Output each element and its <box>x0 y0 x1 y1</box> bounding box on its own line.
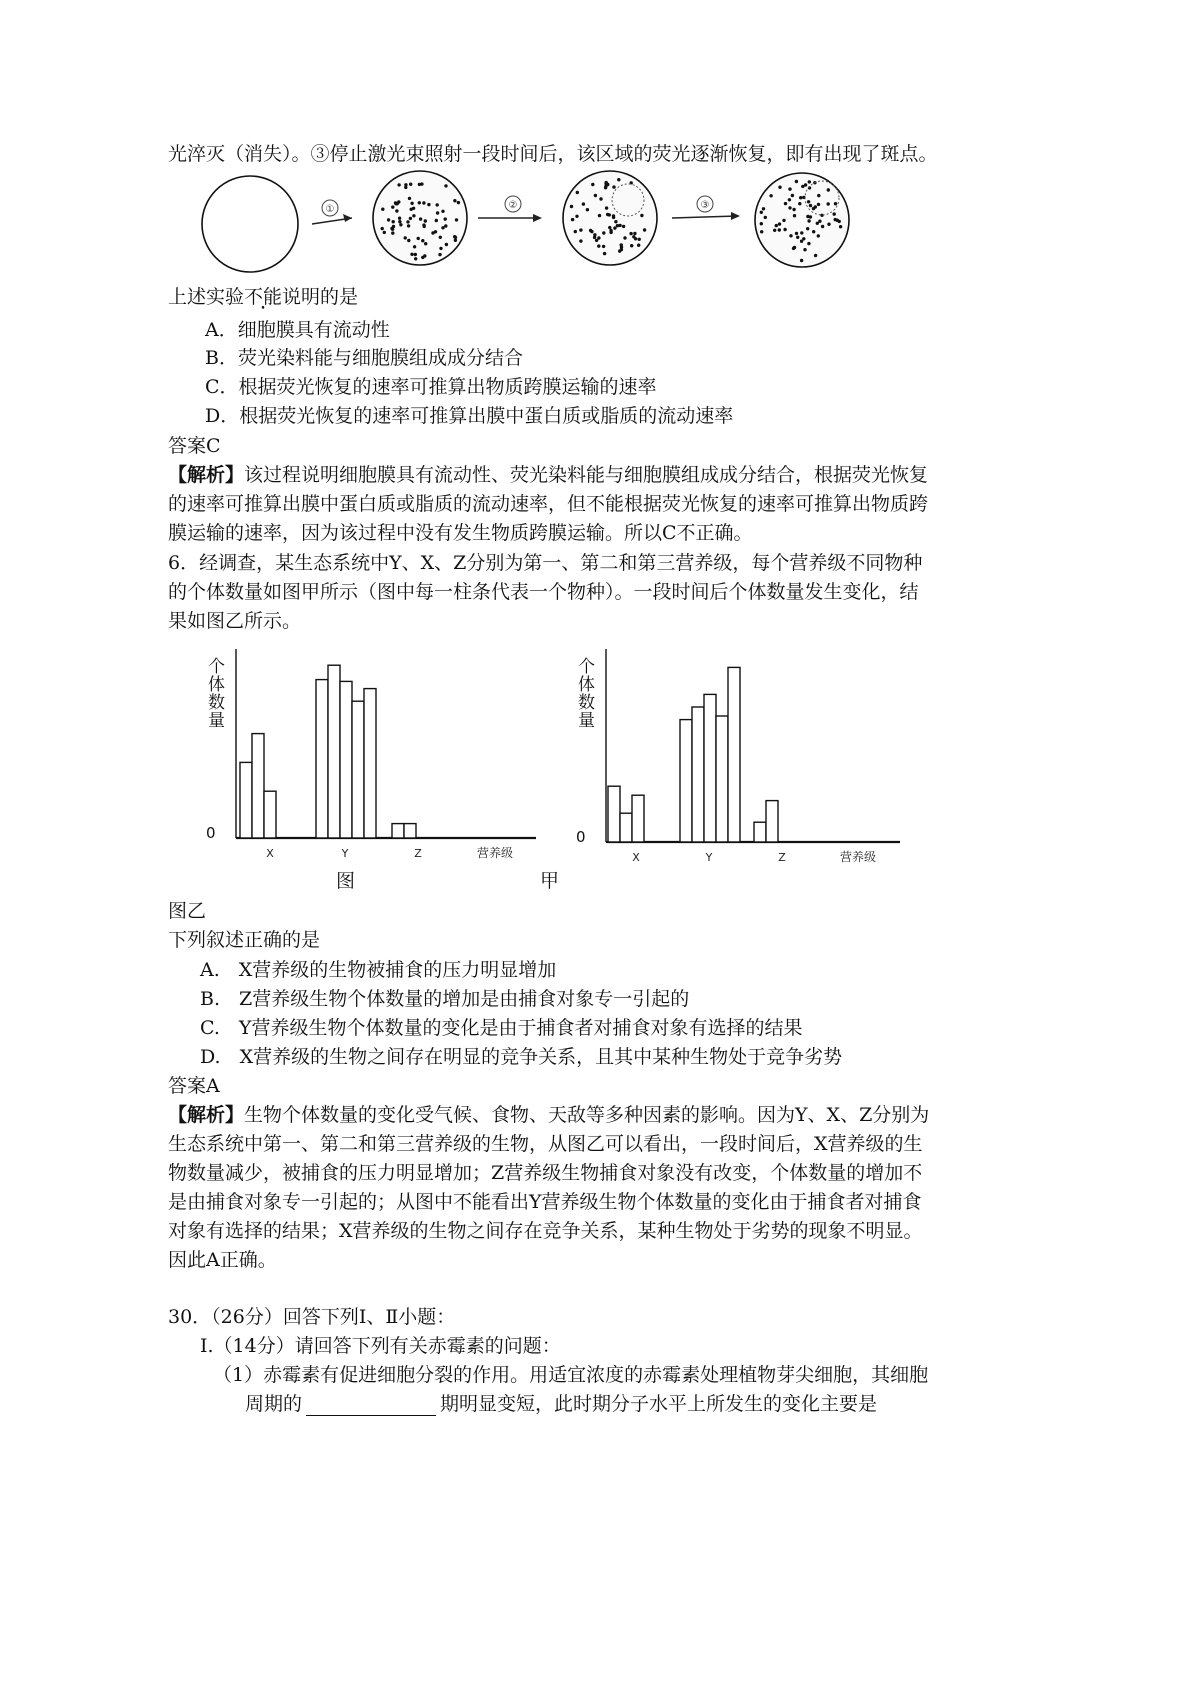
q30-stem: 30．（26分）回答下列Ⅰ、Ⅱ小题： <box>168 1306 456 1328</box>
q5-analysis-line-3: 膜运输的速率，因为该过程中没有发生物质跨膜运输。所以C不正确。 <box>168 522 753 544</box>
fluorescent-dot <box>423 254 426 257</box>
fluorescent-dot <box>613 226 616 229</box>
fluorescent-dot <box>634 237 637 240</box>
fluorescent-dot <box>608 226 611 229</box>
fluorescent-dot <box>424 219 427 222</box>
fluorescent-dot <box>571 218 574 221</box>
fluorescent-dot <box>407 224 410 227</box>
fluorescent-dot <box>814 205 817 208</box>
bar-Y-5 <box>364 689 376 838</box>
q6-answer: 答案A <box>168 1075 220 1097</box>
fluorescent-dot <box>594 194 597 197</box>
fluorescent-dot <box>397 183 400 186</box>
q5-option-c: C．根据荧光恢复的速率可推算出物质跨膜运输的速率 <box>205 376 657 398</box>
fluorescent-dot <box>795 180 798 183</box>
fluorescent-dot <box>802 237 805 240</box>
fluorescent-dot <box>827 202 830 205</box>
fluorescent-dot <box>812 230 815 233</box>
fluorescent-dot <box>791 194 794 197</box>
origin-label: 0 <box>576 828 586 846</box>
fluorescent-dot <box>457 201 460 204</box>
fluorescent-dot <box>595 239 598 242</box>
bar-Y-5 <box>728 667 740 842</box>
q30-part-1: Ⅰ.（14分）请回答下列有关赤霉素的问题： <box>200 1335 561 1357</box>
fluorescent-dot <box>614 220 617 223</box>
fluorescent-dot <box>598 214 601 217</box>
fluorescent-dot <box>638 238 641 241</box>
fluorescent-dot <box>439 236 442 239</box>
fluorescent-dot <box>454 236 457 239</box>
fluorescent-dot <box>640 214 643 217</box>
bleached-region <box>612 184 644 216</box>
x-tick-label: Z <box>778 851 786 864</box>
q5-option-a: A．细胞膜具有流动性 <box>205 319 390 341</box>
fluorescent-dot <box>633 232 636 235</box>
fluorescent-dot <box>782 219 785 222</box>
fluorescent-dot <box>414 253 417 256</box>
x-tick-label: 营养级 <box>476 846 514 860</box>
q6-stem-line-2: 的个体数量如图甲所示（图中每一柱条代表一个物种）。一段时间后个体数量发生变化，结 <box>168 581 919 603</box>
fluorescent-dot <box>775 224 778 227</box>
fluorescent-dot <box>817 203 820 206</box>
fluorescent-dot <box>809 204 812 207</box>
bar-Z-1 <box>392 824 404 838</box>
q6-option-b: B. Z营养级生物个体数量的增加是由捕食对象专一引起的 <box>200 988 690 1010</box>
fluorescent-dot <box>798 202 801 205</box>
step-label-3: ③ <box>700 200 710 211</box>
fluorescent-dot <box>839 225 842 228</box>
x-tick-label: X <box>266 847 274 860</box>
fluorescent-dot <box>412 214 415 217</box>
fluorescent-dot <box>803 248 806 251</box>
fluorescent-dot <box>441 210 444 213</box>
q5-stem: 上述实验不能说明的是 <box>168 286 359 308</box>
fluorescent-dot <box>800 231 803 234</box>
chart-jia <box>200 645 550 865</box>
fluorescent-dot <box>444 217 447 220</box>
fluorescent-dot <box>453 199 456 202</box>
origin-label: 0 <box>206 824 216 842</box>
fluorescent-dot <box>445 243 448 246</box>
cell-circle-1 <box>202 176 298 272</box>
fluorescent-dot <box>441 226 444 229</box>
fluorescent-dot <box>395 209 398 212</box>
fluorescent-dot <box>789 234 792 237</box>
fluorescent-dot <box>788 206 791 209</box>
fluorescent-dot <box>602 245 605 248</box>
q6-option-d: D. X营养级的生物之间存在明显的竞争关系，且其中某种生物处于竞争劣势 <box>200 1046 843 1068</box>
q5-option-b: B．荧光染料能与细胞膜组成成分结合 <box>205 347 523 369</box>
fluorescent-dot <box>399 223 402 226</box>
fluorescent-dot <box>817 194 820 197</box>
fluorescent-dot <box>435 219 438 222</box>
fluorescent-dot <box>617 178 620 181</box>
fluorescent-dot <box>608 213 611 216</box>
fluorescent-dot <box>406 220 409 223</box>
fluorescent-dot <box>807 242 810 245</box>
fluorescent-dot <box>609 231 612 234</box>
fluorescent-dot <box>605 206 608 209</box>
fluorescent-dot <box>409 217 412 220</box>
fluorescent-dot <box>593 233 596 236</box>
y-axis-label: 个体数量 <box>208 657 225 731</box>
fluorescent-dot <box>410 202 413 205</box>
fluorescent-dot <box>808 180 811 183</box>
fluorescent-dot <box>455 218 458 221</box>
fluorescent-dot <box>827 223 830 226</box>
fluorescent-dot <box>760 230 763 233</box>
q6-analysis-line-5: 对象有选择的结果；X营养级的生物之间存在竞争关系，某种生物处于劣势的现象不明显。 <box>168 1220 923 1242</box>
fluorescent-dot <box>570 205 573 208</box>
fluorescent-dot <box>454 239 457 242</box>
fluorescent-dot <box>407 239 410 242</box>
bar-Z-2 <box>404 824 416 838</box>
fluorescent-dot <box>383 231 386 234</box>
membrane-diagram <box>200 168 860 296</box>
bar-X-2 <box>252 734 264 838</box>
fluorescent-dot <box>807 219 810 222</box>
fluorescent-dot <box>838 220 841 223</box>
fluorescent-dot <box>612 214 615 217</box>
fluorescent-dot <box>422 223 425 226</box>
fluorescent-dot <box>630 244 633 247</box>
fluorescent-dot <box>799 196 802 199</box>
fluorescent-dot <box>637 244 640 247</box>
fluorescent-dot <box>769 194 772 197</box>
x-tick-label: X <box>632 851 640 864</box>
bar-Z-2 <box>766 801 778 842</box>
fluorescent-dot <box>417 237 420 240</box>
fluorescent-dot <box>439 247 442 250</box>
fluorescent-dot <box>409 183 412 186</box>
fluorescent-dot <box>612 185 615 188</box>
chart-yi <box>570 645 910 870</box>
fluorescent-dot <box>413 245 416 248</box>
fluorescent-dot <box>623 236 626 239</box>
fluorescent-dot <box>602 231 605 234</box>
fluorescent-dot <box>629 232 632 235</box>
bar-Y-1 <box>316 680 328 838</box>
q6-analysis-line-4: 是由捕食对象专一引起的；从图中不能看出Y营养级生物个体数量的变化由于捕食者对捕食 <box>168 1191 922 1213</box>
q30-sub1-line-1: （1）赤霉素有促进细胞分裂的作用。用适宜浓度的赤霉素处理植物芽尖细胞，其细胞 <box>213 1364 929 1386</box>
fluorescent-dot <box>586 208 589 211</box>
fluorescent-dot <box>381 227 384 230</box>
fluorescent-dot <box>605 181 608 184</box>
fluorescent-dot <box>394 201 397 204</box>
fluorescent-dot <box>398 217 401 220</box>
x-tick-label: Z <box>414 847 422 860</box>
bar-Z-1 <box>754 822 766 842</box>
fluorescent-dot <box>431 231 434 234</box>
arrow-3 <box>672 196 740 220</box>
fluorescent-dot <box>392 220 395 223</box>
q6-option-a: A. X营养级的生物被捕食的压力明显增加 <box>200 959 557 981</box>
fluorescent-dot <box>760 211 763 214</box>
fluorescent-dot <box>818 220 821 223</box>
q5-option-d: D．根据荧光恢复的速率可推算出膜中蛋白质或脂质的流动速率 <box>205 405 734 427</box>
bar-X-3 <box>632 795 644 842</box>
q6-analysis-line-3: 物数量减少，被捕食的压力明显增加；Z营养级生物捕食对象没有改变，个体数量的增加不 <box>168 1162 923 1184</box>
bar-Y-3 <box>704 694 716 842</box>
fluorescent-dot <box>796 236 799 239</box>
bar-Y-4 <box>352 701 364 838</box>
bar-Y-2 <box>328 665 340 838</box>
fluorescent-dot <box>643 228 646 231</box>
fluorescent-dot <box>788 187 791 190</box>
fluorescent-dot <box>427 203 430 206</box>
fluorescent-dot <box>404 236 407 239</box>
fluorescent-dot <box>424 242 427 245</box>
q6-analysis-line-2: 生态系统中第一、第二和第三营养级的生物，从图乙可以看出，一段时间后，X营养级的生 <box>168 1133 923 1155</box>
fluorescent-dot <box>762 207 765 210</box>
fluorescent-dot <box>418 183 421 186</box>
fluorescent-dot <box>579 239 582 242</box>
fluorescent-dot <box>418 201 421 204</box>
fluorescent-dot <box>821 225 824 228</box>
fluorescent-dot <box>414 257 417 260</box>
fluorescent-dot <box>410 208 413 211</box>
x-tick-label: Y <box>341 847 349 860</box>
fluorescent-dot <box>783 228 786 231</box>
q5-answer: 答案C <box>168 435 221 457</box>
step-label-2: ② <box>508 200 518 211</box>
fluorescent-dot <box>579 228 582 231</box>
bar-Y-2 <box>692 707 704 842</box>
bar-X-1 <box>240 762 252 838</box>
fluorescent-dot <box>419 217 422 220</box>
fluorescent-dot <box>804 183 807 186</box>
fluorescent-dot <box>795 232 798 235</box>
fluorescent-dot <box>817 234 820 237</box>
fluorescent-dot <box>778 222 781 225</box>
answer-blank[interactable] <box>306 1395 436 1416</box>
fluorescent-dot <box>392 225 395 228</box>
fluorescent-dot <box>778 228 781 231</box>
q6-analysis-line-6: 因此A正确。 <box>168 1249 277 1271</box>
fluorescent-dot <box>436 203 439 206</box>
fluorescent-dot <box>814 254 817 257</box>
q6-analysis-line-1: 【解析】生物个体数量的变化受气候、食物、天敌等多种因素的影响。因为Y、X、Z分别为 <box>168 1104 930 1126</box>
fluorescent-dot <box>773 229 776 232</box>
fluorescent-dot <box>616 224 619 227</box>
fluorescent-dot <box>764 216 767 219</box>
fluorescent-dot <box>391 205 394 208</box>
q6-question: 下列叙述正确的是 <box>168 929 321 951</box>
q6-stem-line-3: 果如图乙所示。 <box>168 610 302 632</box>
fluorescent-dot <box>778 186 781 189</box>
fluorescent-dot <box>834 202 837 205</box>
bar-Y-3 <box>340 681 352 838</box>
fluorescent-dot <box>387 218 390 221</box>
fluorescent-dot <box>793 214 796 217</box>
fluorescent-dot <box>599 197 602 200</box>
figure-caption-left: 图 <box>336 870 356 892</box>
bar-X-3 <box>264 791 276 838</box>
q6-stem-line-1: 6．经调查，某生态系统中Y、X、Z分别为第一、第二和第三营养级，每个营养级不同物种 <box>168 552 923 574</box>
fluorescent-dot <box>410 253 413 256</box>
fluorescent-dot <box>806 227 809 230</box>
fluorescent-dot <box>436 211 439 214</box>
arrow-2 <box>478 196 542 222</box>
fluorescent-dot <box>760 222 763 225</box>
fluorescent-dot <box>574 230 577 233</box>
fluorescent-dot <box>582 202 585 205</box>
fluorescent-dot <box>422 201 425 204</box>
fluorescent-dot <box>788 198 791 201</box>
bar-X-1 <box>608 786 620 842</box>
figure-caption-2: 图乙 <box>168 900 207 922</box>
y-axis-label: 个体数量 <box>578 657 595 731</box>
fluorescent-dot <box>421 239 424 242</box>
fluorescent-dot <box>591 183 594 186</box>
intro-line: 光淬灭（消失）。③停止激光束照射一段时间后，该区域的荧光逐渐恢复，即有出现了斑点。 <box>168 143 938 165</box>
x-tick-label: Y <box>705 851 713 864</box>
fluorescent-dot <box>604 186 607 189</box>
fluorescent-dot <box>807 200 810 203</box>
figure-caption-right: 甲 <box>540 870 560 892</box>
fluorescent-dot <box>792 208 795 211</box>
fluorescent-dot <box>444 224 447 227</box>
fluorescent-dot <box>800 259 803 262</box>
x-tick-label: 营养级 <box>839 850 877 864</box>
fluorescent-dot <box>809 215 812 218</box>
fluorescent-dot <box>603 252 606 255</box>
fluorescent-dot <box>575 215 578 218</box>
fluorescent-dot <box>620 248 623 251</box>
arrow-1 <box>312 200 352 224</box>
fluorescent-dot <box>827 188 830 191</box>
fluorescent-dot <box>597 244 600 247</box>
fluorescent-dot <box>444 184 447 187</box>
bar-X-2 <box>620 813 632 842</box>
fluorescent-dot <box>622 225 625 228</box>
fluorescent-dot <box>793 246 796 249</box>
fluorescent-dot <box>784 202 787 205</box>
q30-sub1-line-2: 周期的 期明显变短，此时期分子水平上所发生的变化主要是 <box>245 1393 878 1415</box>
fluorescent-dot <box>391 231 394 234</box>
fluorescent-dot <box>381 208 384 211</box>
fluorescent-dot <box>408 197 411 200</box>
fluorescent-dot <box>833 212 836 215</box>
bar-Y-1 <box>680 720 692 842</box>
q5-analysis-line-2: 的速率可推算出膜中蛋白质或脂质的流动速率，但不能根据荧光恢复的速率可推算出物质跨 <box>168 493 929 515</box>
bar-Y-4 <box>716 716 728 842</box>
fluorescent-dot <box>404 183 407 186</box>
cell-circle-3 <box>563 171 657 265</box>
step-label-1: ① <box>325 204 335 215</box>
fluorescent-dot <box>590 230 593 233</box>
q5-analysis-line-1: 【解析】该过程说明细胞膜具有流动性、荧光染料能与细胞膜组成成分结合，根据荧光恢复 <box>168 464 929 486</box>
fluorescent-dot <box>576 191 579 194</box>
fluorescent-dot <box>438 253 441 256</box>
fluorescent-dot <box>398 220 401 223</box>
q6-option-c: C. Y营养级生物个体数量的变化是由于捕食者对捕食对象有选择的结果 <box>200 1017 803 1039</box>
